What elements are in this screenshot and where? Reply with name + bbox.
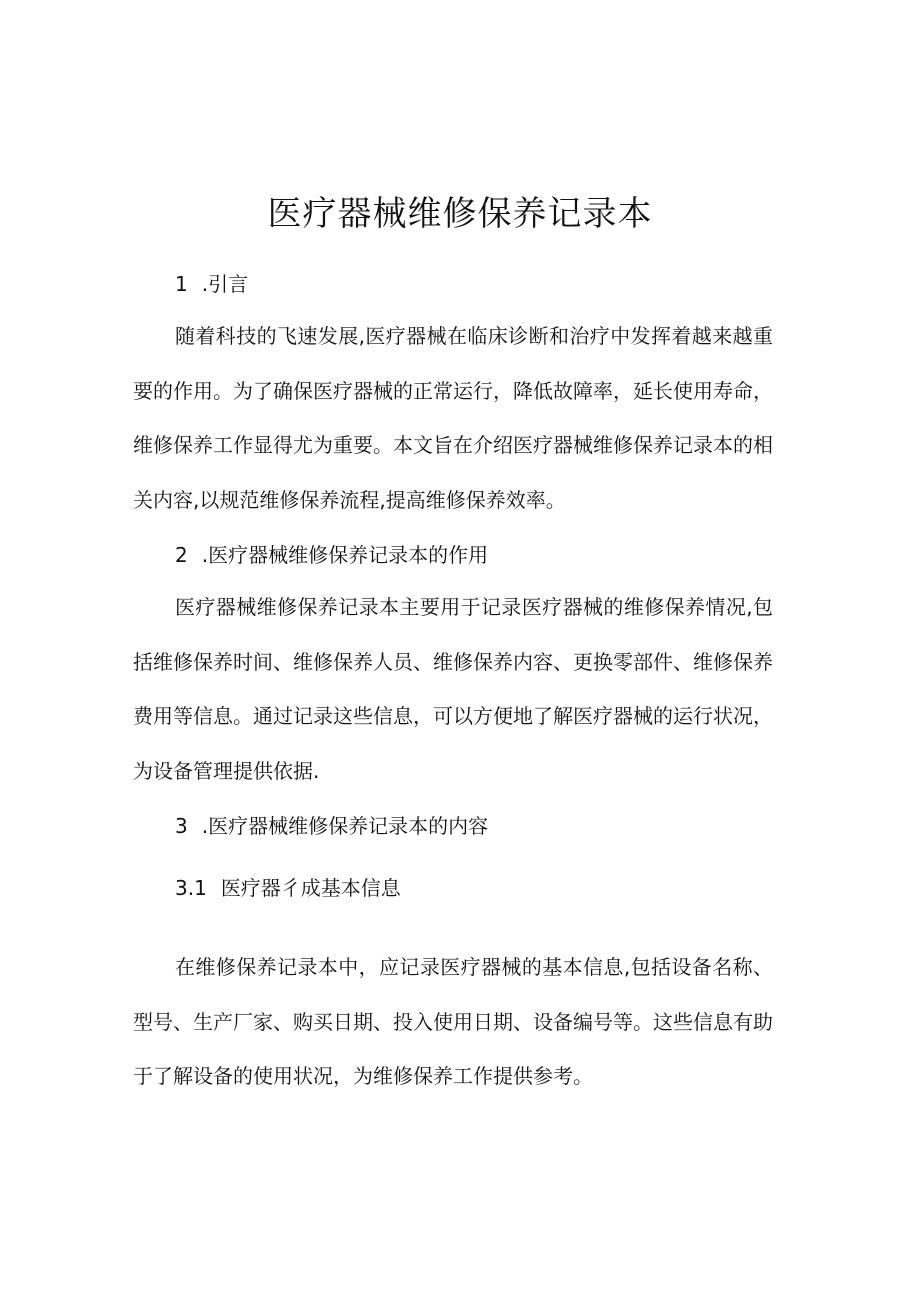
section-heading-text: .引言 xyxy=(201,272,249,296)
section-heading-3 xyxy=(175,810,488,839)
section-number: 1 xyxy=(175,272,188,296)
section-paragraph-2: 医疗器械维修保养记录本主要用于记录医疗器械的维修保养情况,包括维修保养时间、维修保养人员、维修保养内容、更换零部件、维修保养费用等信息。通过记录这些信息，可以方便地了解医疗器械的运行状况，为设备管理提供依据. xyxy=(133,595,773,783)
section-number: 3.1 xyxy=(175,876,207,900)
document-title: 医疗器械维修保养记录本 xyxy=(267,194,653,234)
section-paragraph-3-1: 在维修保养记录本中，应记录医疗器械的基本信息,包括设备名称、型号、生产厂家、购买日期、投入使用日期、设备编号等。这些信息有助于了解设备的使用状况，为维修保养工作提供参考。 xyxy=(133,955,773,1088)
section-heading-2 xyxy=(175,539,488,568)
section-paragraph-1: 随着科技的飞速发展,医疗器械在临床诊断和治疗中发挥着越来越重要的作用。为了确保医疗器械的正常运行，降低故障率，延长使用寿命，维修保养工作显得尤为重要。本文旨在介绍医疗器械维修保养记录本的相关内容,以规范维修保养流程,提高维修保养效率。 xyxy=(133,324,773,512)
section-heading-3-1 xyxy=(175,872,401,901)
section-heading-text: .医疗器械维修保养记录本的内容 xyxy=(201,814,489,838)
section-heading-text: 医疗器彳成基本信息 xyxy=(220,876,401,900)
section-number: 2 xyxy=(175,543,188,567)
section-number: 3 xyxy=(175,814,188,838)
section-heading-text: .医疗器械维修保养记录本的作用 xyxy=(201,543,489,567)
section-heading-1 xyxy=(175,268,248,297)
